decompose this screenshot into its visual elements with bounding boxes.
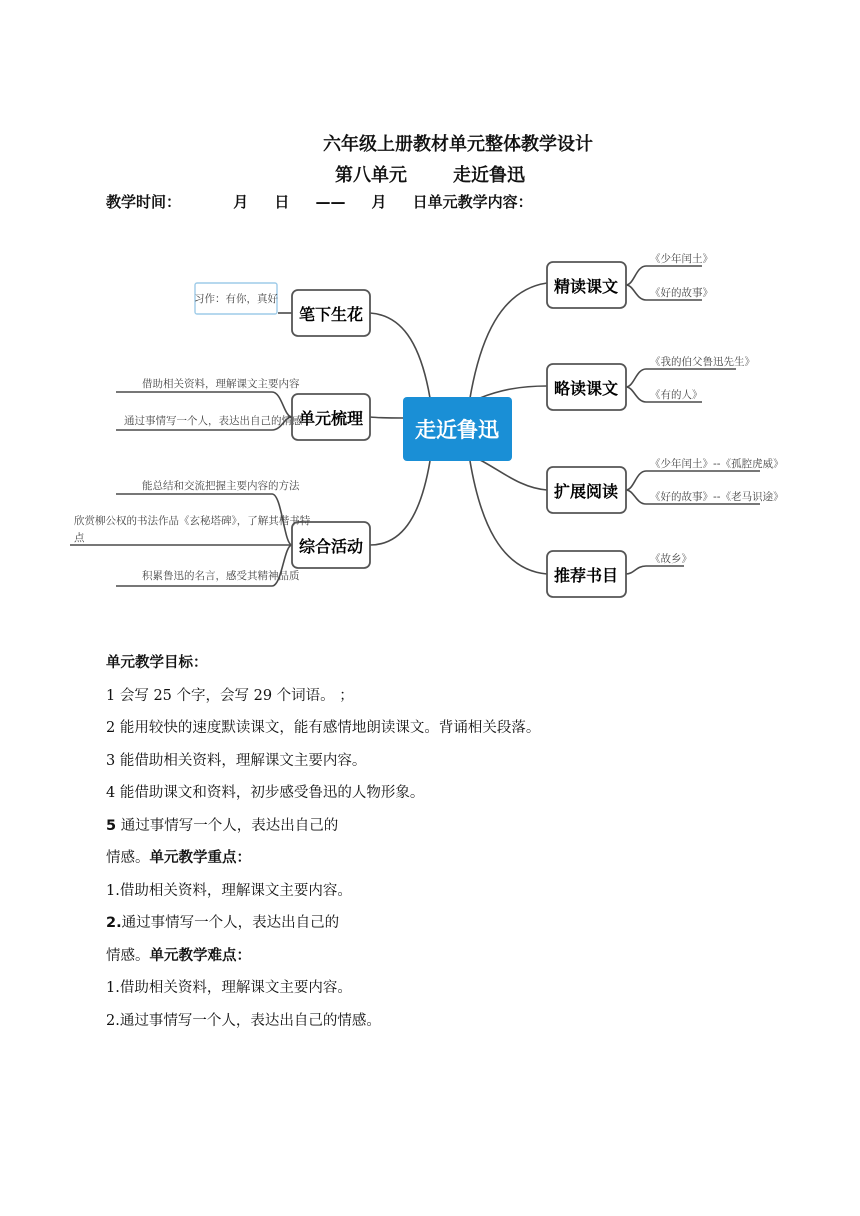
leaf-text: 通过事情写一个人，表达出自己的情感 — [124, 415, 303, 427]
key-item: 1.借助相关资料，理解课文主要内容。 — [106, 882, 352, 899]
branch-label: 单元梳理 — [298, 409, 364, 428]
leaf-text: 借助相关资料，理解课文主要内容 — [142, 378, 300, 390]
branch-label: 精读课文 — [553, 277, 619, 296]
branch-label: 推荐书目 — [553, 566, 619, 585]
branch-label: 略读课文 — [553, 379, 619, 398]
leaf-text: 习作：有你，真好 — [194, 293, 278, 305]
leaf-text: 《少年闰土》--《孤腔虎威》 — [650, 458, 784, 470]
goal-item: 1 会写 25 个字，会写 29 个词语。 ； — [106, 687, 354, 704]
key-item: 2.通过事情写一个人，表达出自己的 — [106, 915, 340, 931]
branch-label: 笔下生花 — [298, 305, 364, 324]
leaf-text: 《有的人》 — [650, 389, 703, 401]
goal-item: 5 通过事情写一个人，表达出自己的 — [106, 817, 339, 834]
key-continuation: 情感。单元教学难点： — [106, 947, 251, 964]
branch-label: 扩展阅读 — [553, 482, 619, 501]
key-points-heading: 单元教学重点： — [149, 850, 251, 866]
leaf-text: 点 — [74, 532, 85, 544]
mind-map — [0, 225, 860, 610]
unit-topic: 走近鲁迅 — [453, 165, 525, 186]
goal-item: 4 能借助课文和资料，初步感受鲁迅的人物形象。 — [106, 785, 425, 801]
leaf-text: 欣赏柳公权的书法作品《玄秘塔碑》，了解其楷书特 — [74, 515, 311, 527]
leaf-text: 《好的故事》 — [650, 287, 713, 299]
leaf-text: 《少年闰土》 — [650, 253, 713, 265]
branch-recommended-books — [547, 551, 692, 597]
goal-continuation: 情感。单元教学重点： — [106, 850, 251, 866]
branch-writing — [194, 283, 370, 336]
goals-heading: 单元教学目标： — [106, 655, 208, 671]
unit-number: 第八单元 — [335, 165, 407, 186]
document-body — [106, 647, 806, 1037]
leaf-text: 《好的故事》--《老马识途》 — [650, 491, 784, 503]
branch-label: 综合活动 — [298, 537, 364, 556]
center-node: 走近鲁迅 — [415, 418, 499, 442]
goal-item: 3 能借助相关资料，理解课文主要内容。 — [106, 752, 367, 769]
difficulty-item: 1.借助相关资料，理解课文主要内容。 — [106, 980, 352, 996]
leaf-text: 能总结和交流把握主要内容的方法 — [142, 480, 300, 492]
leaf-text: 《故乡》 — [650, 553, 692, 565]
goal-item: 2 能用较快的速度默读课文，能有感情地朗读课文。背诵相关段落。 — [106, 720, 541, 736]
teaching-time-line: 教学时间： 月 日 —— 月 日单元教学内容： — [106, 193, 533, 211]
leaf-text: 《我的伯父鲁迅先生》 — [650, 356, 755, 368]
unit-title — [0, 161, 860, 187]
document-title: 六年级上册教材单元整体教学设计 — [323, 134, 593, 155]
leaf-text: 积累鲁迅的名言，感受其精神品质 — [142, 570, 300, 582]
difficulty-item: 2.通过事情写一个人，表达出自己的情感。 — [106, 1012, 381, 1029]
difficulty-heading: 单元教学难点： — [149, 947, 251, 964]
